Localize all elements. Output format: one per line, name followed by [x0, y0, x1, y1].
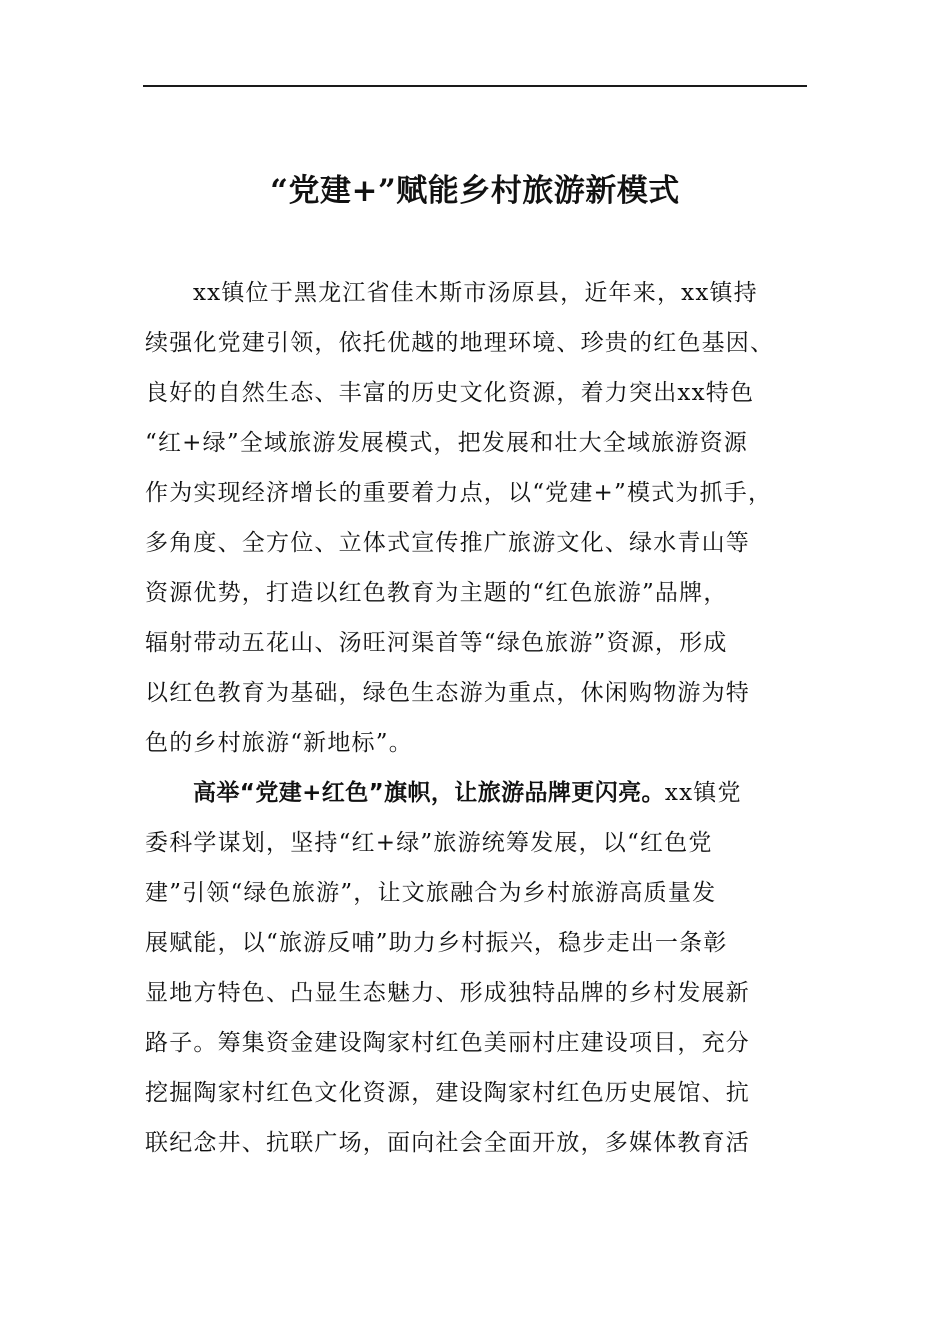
paragraph-line: 以红色教育为基础，绿色生态游为重点，休闲购物游为特 [145, 680, 750, 706]
header-rule [143, 85, 807, 87]
paragraph-line: “红+绿”全域旅游发展模式，把发展和壮大全域旅游资源 [145, 430, 748, 456]
paragraph-line: 多角度、全方位、立体式宣传推广旅游文化、绿水青山等 [145, 530, 750, 556]
paragraph-line: 资源优势，打造以红色教育为主题的“红色旅游”品牌， [145, 580, 728, 606]
paragraph-line: 辐射带动五花山、汤旺河渠首等“绿色旅游”资源，形成 [145, 630, 728, 656]
paragraph-line: 显地方特色、凸显生态魅力、形成独特品牌的乡村发展新 [145, 980, 750, 1006]
paragraph-line [145, 768, 805, 818]
paragraph-text: xx镇党 [664, 780, 742, 806]
paragraph-line: 路子。筹集资金建设陶家村红色美丽村庄建设项目，充分 [145, 1030, 750, 1056]
paragraph-line: 色的乡村旅游“新地标”。 [145, 730, 413, 756]
paragraph-line: 作为实现经济增长的重要着力点，以“党建+”模式为抓手， [145, 480, 773, 506]
section-heading: 高举“党建+红色”旗帜，让旅游品牌更闪亮。 [193, 780, 665, 806]
paragraph-line: 挖掘陶家村红色文化资源，建设陶家村红色历史展馆、抗 [145, 1080, 750, 1106]
paragraph-line: 联纪念井、抗联广场，面向社会全面开放，多媒体教育活 [145, 1130, 750, 1156]
paragraph-line: 委科学谋划，坚持“红+绿”旅游统筹发展，以“红色党 [145, 830, 713, 856]
paragraph-line: 续强化党建引领，依托优越的地理环境、珍贵的红色基因、 [145, 330, 775, 356]
paragraph-line: 良好的自然生态、丰富的历史文化资源，着力突出xx特色 [145, 380, 755, 406]
paragraph-line: 展赋能，以“旅游反哺”助力乡村振兴，稳步走出一条彰 [145, 930, 728, 956]
document-title: “党建+”赋能乡村旅游新模式 [270, 173, 680, 209]
document-body [145, 268, 805, 1168]
paragraph-line: xx镇位于黑龙江省佳木斯市汤原县，近年来，xx镇持 [193, 280, 758, 306]
paragraph-line: 建”引领“绿色旅游”，让文旅融合为乡村旅游高质量发 [145, 880, 717, 906]
